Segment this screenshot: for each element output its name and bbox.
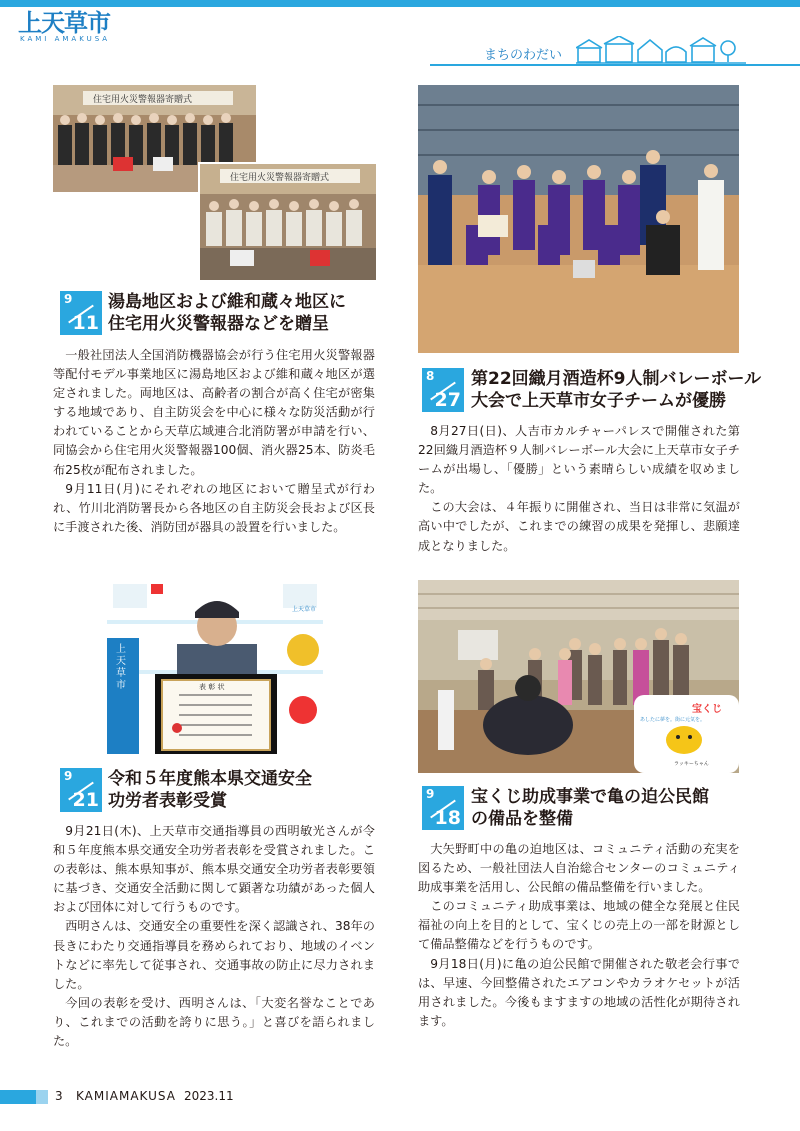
- date-month: 8: [426, 369, 435, 383]
- photo-banner-text: 住宅用火災警報器寄贈式: [93, 95, 193, 105]
- footer-accent-bar: [0, 1090, 36, 1104]
- article1-body: 一般社団法人全国消防機器協会が行う住宅用火災警報器等配付モデル事業地区に湯島地区および維和蔵々地区が選定されました。両地区は、高齢者の割合が高く住宅が密集する地域であり、自主防災会を中心に様々な防災活動が行われていることから天草広域連合北消防署が申請を行い、同協会から住宅用火災警報器100個、消火器25本、防炎毛布25枚が配布されました。 9月11日(月)にそれぞれの地区において贈呈式が行われ、竹川北消防署長から各地区の自主防災会長および区長に手渡された後、消防団が器具の設置を行いました。: [53, 348, 375, 534]
- magazine-name: KAMIAMAKUSA: [76, 1089, 176, 1103]
- article2-date-badge: [422, 368, 464, 412]
- date-month: 9: [64, 292, 73, 306]
- date-day: 21: [72, 789, 99, 811]
- article1-date-badge: [60, 291, 102, 335]
- article4-photo-hall: [418, 580, 739, 773]
- town-houses-icon: [576, 36, 746, 66]
- date-month: 9: [64, 769, 73, 783]
- page-number: 3: [55, 1089, 63, 1103]
- article2-body: 8月27日(日)、人吉市カルチャーパレスで開催された第22回織月酒造杯９人制バレーボール大会に上天草市女子チームが出場し、「優勝」という素晴らしい成績を収めました。 この大会は、４年振りに開催され、当日は非常に気温が高い中でしたが、これまでの練習の成果を発揮し、悲願達成となりました。: [418, 424, 740, 553]
- article3-title: 令和５年度熊本県交通安全 功労者表彰受賞: [108, 769, 312, 811]
- mascot-name: ラッキーちゃん: [674, 761, 709, 767]
- article1-photo-bottom: [198, 162, 378, 282]
- section-label: まちのわだい: [484, 48, 563, 63]
- article4-date-badge: [422, 786, 464, 830]
- top-accent-bar: [0, 0, 800, 7]
- date-day: 27: [434, 389, 461, 411]
- logo-subtitle: KAMI AMAKUSA: [20, 35, 111, 43]
- footer-accent-bar-light: [36, 1090, 48, 1104]
- certificate-title: 表 彰 状: [199, 683, 225, 691]
- header-divider: [430, 64, 800, 66]
- takarakuji-logo-text: 宝くじ: [692, 704, 722, 715]
- date-day: 18: [434, 807, 461, 829]
- photo-logo-text: 上天草市: [292, 606, 317, 613]
- city-logo: [18, 10, 128, 44]
- article4-body: 大矢野町中の亀の迫地区は、コミュニティ活動の充実を図るため、一般社団法人自治総合センターのコミュニティ助成事業を活用し、公民館の備品整備を行いました。 このコミュニティ助成事業は、地域の健全な発展と住民福祉の向上を目的として、宝くじの売上の一部を財源として備品整備などを行うものです。 9月18日(月)に亀の迫公民館で開催された敬老会行事では、早速、今回整備されたエアコンやカラオケセットが活用されました。今後もますますの地域の活性化が期待されます。: [418, 842, 740, 1028]
- date-month: 9: [426, 787, 435, 801]
- article3-photo-award: [107, 580, 323, 754]
- photo-banner-text: 住宅用火災警報器寄贈式: [230, 173, 330, 183]
- issue-date: 2023.11: [184, 1089, 234, 1103]
- takarakuji-slogan: あしたに夢を。街に元気を。: [640, 717, 706, 723]
- date-day: 11: [72, 312, 99, 334]
- article2-photo-team: [418, 85, 739, 353]
- logo-title: 上天草市: [18, 9, 110, 37]
- article4-title: 宝くじ助成事業で亀の迫公民館 の備品を整備: [471, 787, 709, 829]
- photo-sign-text: 上天草市: [116, 644, 126, 691]
- article1-title: 湯島地区および維和蔵々地区に 住宅用火災警報器などを贈呈: [108, 292, 346, 334]
- article2-title: 第22回織月酒造杯9人制バレーボール 大会で上天草市女子チームが優勝: [471, 369, 762, 411]
- article3-body: 9月21日(木)、上天草市交通指導員の西明敏光さんが令和５年度熊本県交通安全功労者表彰を受賞されました。この表彰は、熊本県知事が、熊本県交通安全功労者表彰要領に基づき、交通安全活動に関して顕著な功績があった個人および団体に対して行うものです。 西明さんは、交通安全の重要性を深く認識され、38年の長きにわたり交通指導員を務められており、地域のイベントなどに率先して従事され、交通事故の防止に尽力されました。 今回の表彰を受け、西明さんは、「大変名誉なことであり、これまでの活動を誇りに思う。」と喜びを語られました。: [53, 824, 375, 1049]
- article3-date-badge: [60, 768, 102, 812]
